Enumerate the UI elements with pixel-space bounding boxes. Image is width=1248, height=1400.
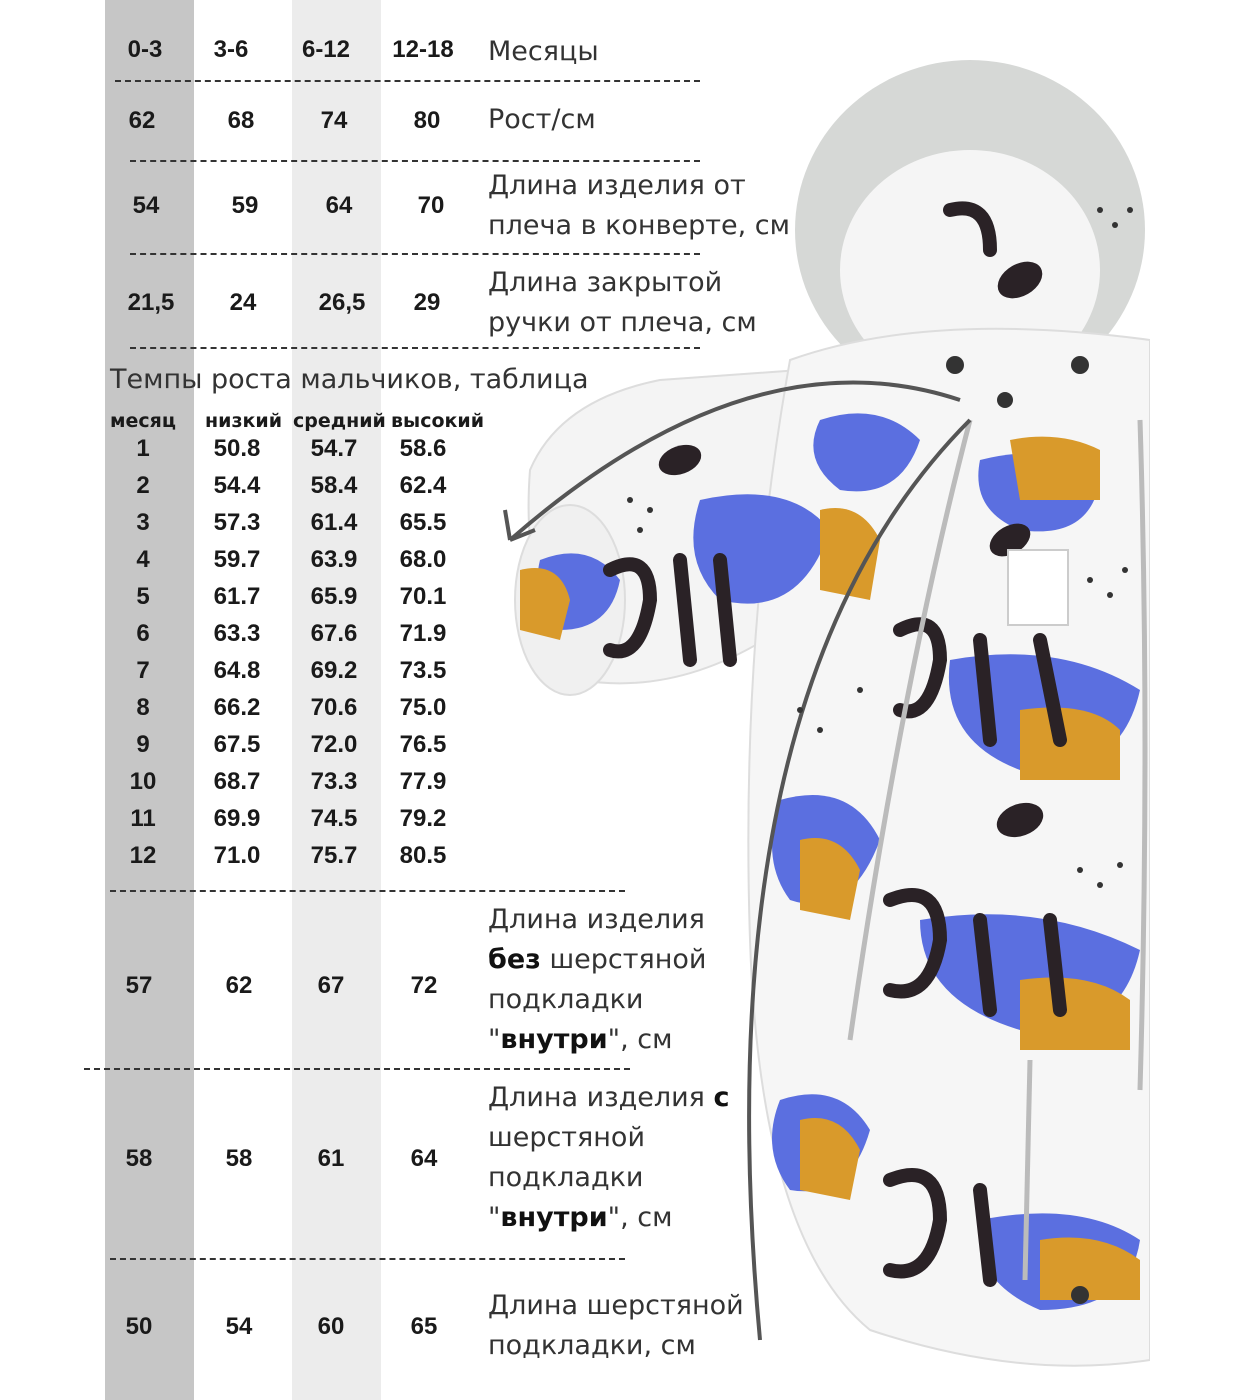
height-value: 62 [128,107,156,134]
growth-value-cell: 65.9 [310,583,358,610]
handle-label [488,263,757,343]
age-12-18: 12-18 [392,36,454,63]
length-value: 59 [231,192,259,219]
growth-value-cell: 80.5 [399,842,447,869]
growth-value-cell: 69.2 [310,657,358,684]
no-wool-label-line4 [488,1020,706,1060]
with-wool-value: 64 [410,1145,438,1172]
height-value: 80 [413,107,441,134]
growth-value-cell: 54.4 [213,472,261,499]
growth-value-cell: 74.5 [310,805,358,832]
growth-value-cell: 54.7 [310,435,358,462]
no-wool-value: 72 [410,972,438,999]
height-value: 68 [227,107,255,134]
height-value: 74 [320,107,348,134]
growth-value-cell: 67.5 [213,731,261,758]
growth-month-cell: 4 [136,546,150,573]
divider [110,890,625,892]
no-wool-value: 67 [317,972,345,999]
wool-value: 54 [225,1313,253,1340]
growth-value-cell: 61.7 [213,583,261,610]
wool-value: 50 [125,1313,153,1340]
divider [130,160,700,162]
growth-value-cell: 75.0 [399,694,447,721]
growth-value-cell: 67.6 [310,620,358,647]
growth-month-cell: 6 [136,620,150,647]
with-wool-label [488,1078,730,1238]
with-wool-label-line1 [488,1078,730,1118]
fox-icon [1010,437,1100,500]
handle-value: 24 [229,289,257,316]
with-wool-value: 61 [317,1145,345,1172]
with-wool-value: 58 [125,1145,153,1172]
handle-label-line2: ручки от плеча, см [488,307,757,338]
months-label: Месяцы [488,36,599,67]
growth-month-cell: 10 [129,768,157,795]
age-0-3: 0-3 [127,36,163,63]
no-wool-label-line2 [488,940,706,980]
growth-table-title: Темпы роста мальчиков, таблица [110,364,589,395]
no-wool-value: 57 [125,972,153,999]
growth-value-cell: 71.0 [213,842,261,869]
with-wool-label-line2: шерстяной [488,1122,645,1153]
growth-value-cell: 73.5 [399,657,447,684]
no-wool-bold-word: без [488,944,541,975]
growth-value-cell: 68.7 [213,768,261,795]
length-label-line2: плеча в конверте, см [488,210,790,241]
with-bold-word: с [713,1082,730,1113]
growth-value-cell: 79.2 [399,805,447,832]
divider [110,1258,625,1260]
growth-month-cell: 3 [136,509,150,536]
handle-value: 26,5 [318,289,366,316]
growth-value-cell: 57.3 [213,509,261,536]
with-wool-value: 58 [225,1145,253,1172]
handle-label-line1: Длина закрытой [488,267,723,298]
growth-header-month: месяц [110,410,176,432]
growth-header-high: высокий [391,410,485,432]
with-wool-label-line3: подкладки [488,1162,644,1193]
growth-value-cell: 61.4 [310,509,358,536]
wool-label [488,1286,744,1366]
growth-month-cell: 2 [136,472,150,499]
growth-value-cell: 75.7 [310,842,358,869]
growth-value-cell: 63.9 [310,546,358,573]
growth-month-cell: 9 [136,731,150,758]
inside-bold-word: внутри [500,1202,608,1233]
no-wool-label-line1: Длина изделия [488,904,705,935]
wool-value: 60 [317,1313,345,1340]
no-wool-line2-rest: шерстяной [540,944,707,975]
divider [115,80,700,82]
length-value: 64 [325,192,353,219]
open-quote: " [488,1202,501,1233]
with-wool-label-line4 [488,1198,730,1238]
length-label-line1: Длина изделия от [488,170,746,201]
age-6-12: 6-12 [301,36,351,63]
growth-value-cell: 65.5 [399,509,447,536]
growth-month-cell: 11 [130,805,156,832]
inside-bold-word: внутри [500,1024,608,1055]
no-wool-line4-rest: ", см [607,1024,673,1055]
growth-month-cell: 12 [129,842,157,869]
growth-header-low: низкий [205,410,283,432]
growth-value-cell: 66.2 [213,694,261,721]
length-value: 70 [417,192,445,219]
no-wool-label [488,900,706,1060]
divider [130,253,700,255]
growth-value-cell: 62.4 [399,472,447,499]
growth-month-cell: 5 [136,583,150,610]
growth-value-cell: 58.6 [399,435,447,462]
growth-month-cell: 1 [136,435,150,462]
open-quote: " [488,1024,501,1055]
wool-label-line2: подкладки, см [488,1330,696,1361]
growth-month-cell: 7 [136,657,150,684]
growth-value-cell: 63.3 [213,620,261,647]
with-wool-line1-text: Длина изделия [488,1082,714,1113]
growth-value-cell: 70.6 [310,694,358,721]
growth-value-cell: 71.9 [399,620,447,647]
wool-value: 65 [410,1313,438,1340]
height-label: Рост/см [488,104,596,135]
length-value: 54 [132,192,160,219]
growth-value-cell: 77.9 [399,768,447,795]
growth-value-cell: 64.8 [213,657,261,684]
growth-value-cell: 69.9 [213,805,261,832]
length-label [488,166,790,246]
handle-value: 29 [413,289,441,316]
growth-value-cell: 72.0 [310,731,358,758]
growth-value-cell: 70.1 [399,583,447,610]
growth-header-mid: средний [293,410,386,432]
growth-value-cell: 58.4 [310,472,358,499]
with-wool-line4-rest: ", см [607,1202,673,1233]
growth-value-cell: 59.7 [213,546,261,573]
growth-month-cell: 8 [136,694,150,721]
growth-value-cell: 76.5 [399,731,447,758]
divider [130,347,700,349]
growth-value-cell: 68.0 [399,546,447,573]
handle-value: 21,5 [127,289,175,316]
wool-label-line1: Длина шерстяной [488,1290,744,1321]
divider [84,1068,630,1070]
no-wool-label-line3: подкладки [488,984,644,1015]
growth-value-cell: 50.8 [213,435,261,462]
age-3-6: 3-6 [213,36,249,63]
growth-value-cell: 73.3 [310,768,358,795]
no-wool-value: 62 [225,972,253,999]
